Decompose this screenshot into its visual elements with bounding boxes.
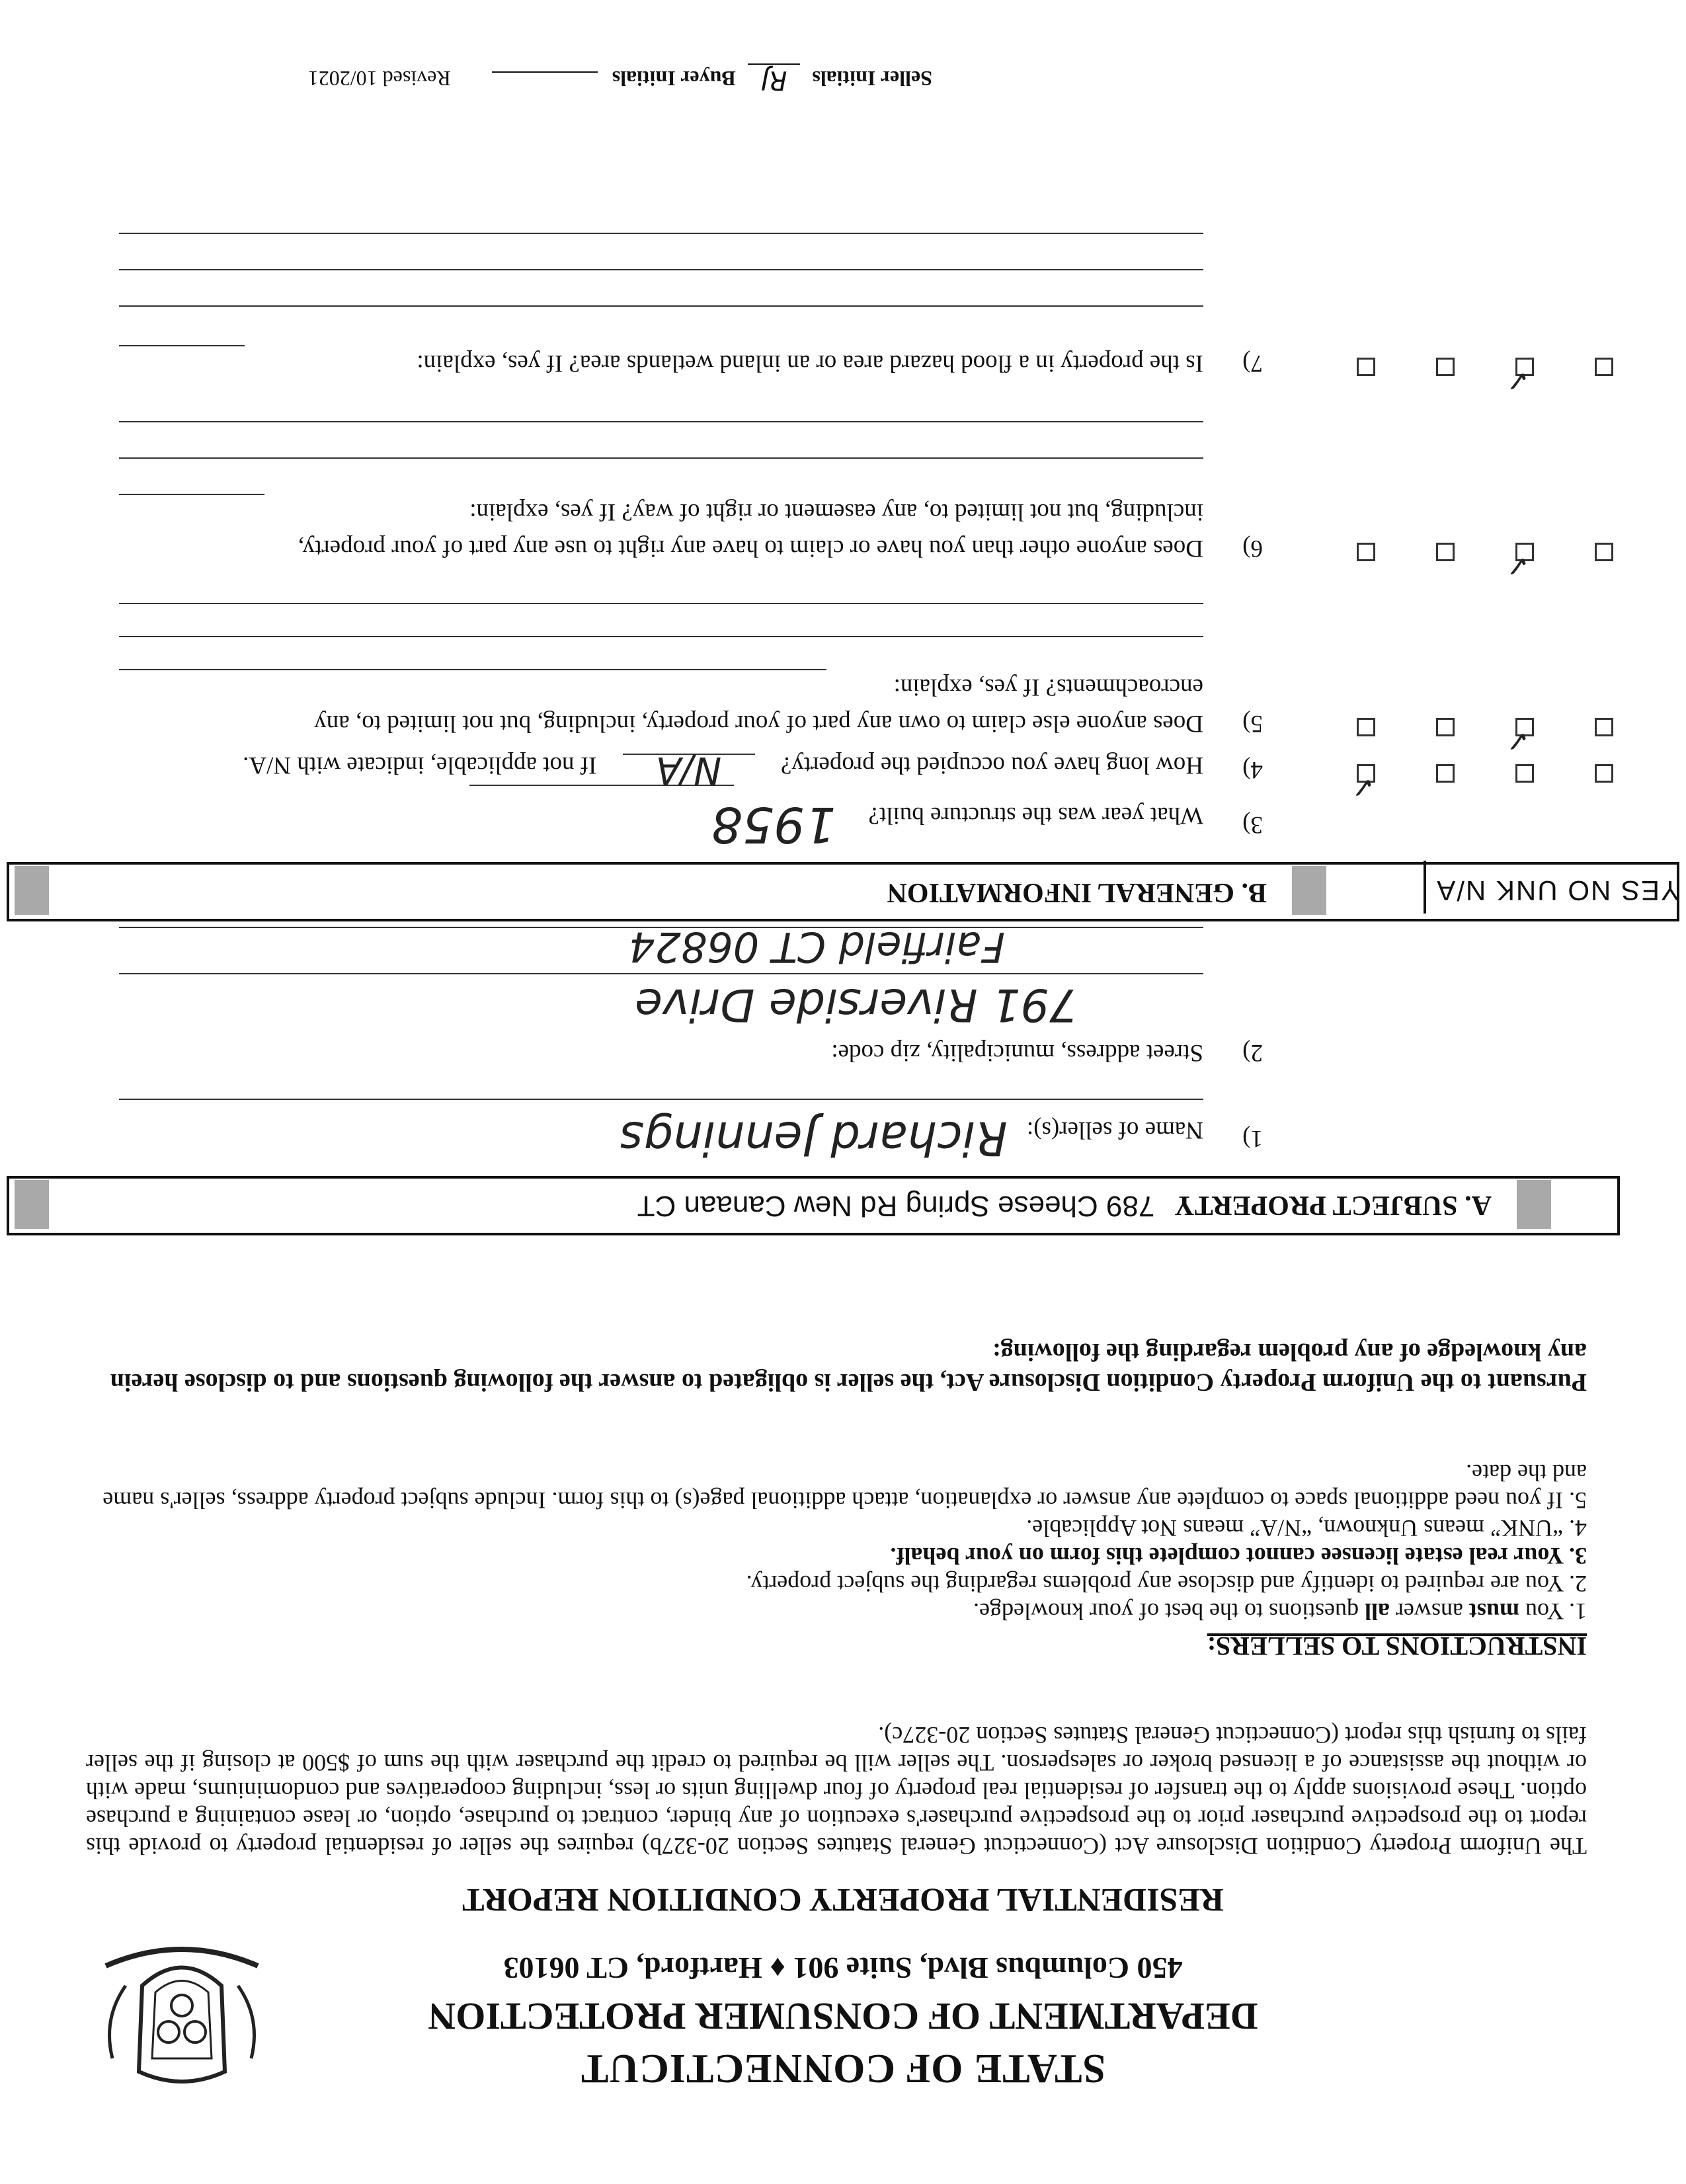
department-title: DEPARTMENT OF CONSUMER PROTECTION xyxy=(428,1995,1258,2038)
q4-check-mark: ✓ xyxy=(1351,770,1375,804)
instruction-1-bold: must xyxy=(1468,1598,1519,1625)
question-3-number: 3) xyxy=(1242,811,1263,838)
answer-line xyxy=(119,973,1203,974)
instruction-2: 2. You are required to identify and disclose any problems regarding the subject property. xyxy=(746,1571,1587,1597)
question-6-continued: including, but not limited to, any easement or right of way? If yes, explain: xyxy=(469,498,1203,526)
report-title: RESIDENTIAL PROPERTY CONDITION REPORT xyxy=(462,1882,1224,1919)
question-1-number: 1) xyxy=(1242,1125,1263,1152)
page-footer xyxy=(308,65,932,95)
question-4 xyxy=(243,748,1263,791)
answer-line xyxy=(119,233,1203,234)
question-5-number: 5) xyxy=(1242,710,1263,737)
instruction-1-text: 1. You xyxy=(1519,1598,1587,1625)
section-b-title: B. GENERAL INFORMATION xyxy=(887,877,1267,908)
instruction-1-bold2: all xyxy=(1364,1598,1390,1625)
answer-line xyxy=(119,494,264,495)
section-shade-left xyxy=(1292,866,1326,915)
answer-line xyxy=(119,669,826,670)
section-shade-right xyxy=(15,866,49,915)
seller-initials-label: Seller Initials xyxy=(812,67,932,91)
answer-line xyxy=(119,457,1203,459)
instruction-1-text-end: questions to the best of your knowledge. xyxy=(973,1598,1365,1625)
answer-line xyxy=(119,269,1203,270)
answer-line xyxy=(119,345,245,346)
q4-no-checkbox[interactable] xyxy=(1515,764,1534,783)
question-6-number: 6) xyxy=(1242,535,1263,562)
section-shade-right xyxy=(15,1180,49,1229)
question-6 xyxy=(298,533,1263,563)
question-4-number: 4) xyxy=(1242,756,1263,783)
q7-unk-checkbox[interactable] xyxy=(1436,358,1455,376)
question-5 xyxy=(314,709,1263,738)
question-4-label: How long have you occupied the property? xyxy=(780,752,1203,779)
section-a-label: A. SUBJECT PROPERTY xyxy=(1174,1190,1492,1220)
instruction-1 xyxy=(86,1598,1587,1625)
question-6-label: Does anyone other than you have or claim to have any right to use any part of your property, xyxy=(298,535,1203,562)
q5-na-checkbox[interactable] xyxy=(1357,718,1375,736)
q5-yes-checkbox[interactable] xyxy=(1595,718,1613,736)
answer-line xyxy=(119,305,1203,307)
question-4-note: If not applicable, indicate with N/A. xyxy=(243,752,597,779)
question-5-label: Does anyone else claim to own any part of your property, including, but not limited to, any xyxy=(314,710,1203,737)
buyer-initials-field[interactable] xyxy=(492,71,598,89)
seller-initials-value[interactable]: RJ xyxy=(748,63,801,95)
answer-line xyxy=(119,1099,1203,1100)
instructions-title: INSTRUCTIONS TO SELLERS: xyxy=(1207,1631,1587,1661)
question-3 xyxy=(711,796,1263,853)
revision-date: Revised 10/2021 xyxy=(307,67,451,91)
q6-check-mark: ✓ xyxy=(1505,549,1530,582)
department-address: 450 Columbus Blvd, Suite 901 ♦ Hartford, CT 06103 xyxy=(503,1951,1183,1985)
q6-unk-checkbox[interactable] xyxy=(1436,543,1455,561)
section-shade-left xyxy=(1517,1180,1551,1229)
question-5-continued: encroachments? If yes, explain: xyxy=(893,674,1203,701)
answer-line xyxy=(119,603,1203,604)
section-a-title xyxy=(637,1189,1492,1222)
question-7-label: Is the property in a flood hazard area or an inland wetlands area? If yes, explain: xyxy=(417,350,1203,377)
answer-line xyxy=(119,421,1203,422)
question-2 xyxy=(831,1038,1263,1067)
q4-yes-checkbox[interactable] xyxy=(1595,764,1613,783)
street-address-answer[interactable]: 791 Riverside Drive xyxy=(635,978,1078,1031)
question-7-number: 7) xyxy=(1242,350,1263,377)
q6-yes-checkbox[interactable] xyxy=(1595,543,1613,561)
question-7 xyxy=(417,348,1263,377)
instruction-4: 4. “UNK” means Unknown, “N/A” means Not Applicable. xyxy=(1026,1515,1587,1541)
buyer-initials-label: Buyer Initials xyxy=(612,67,736,91)
instruction-3: 3. Your real estate licensee cannot complete this form on your behalf. xyxy=(890,1543,1587,1569)
question-2-number: 2) xyxy=(1242,1039,1263,1066)
question-3-label: What year was the structure built? xyxy=(868,802,1203,829)
instruction-1-text-mid: answer xyxy=(1389,1598,1469,1625)
question-2-label: Street address, municipality, zip code: xyxy=(831,1039,1203,1066)
q7-check-mark: ✓ xyxy=(1505,364,1530,397)
q7-yes-checkbox[interactable] xyxy=(1595,358,1613,376)
q7-na-checkbox[interactable] xyxy=(1357,358,1375,376)
answer-columns-header: YES NO UNK N/A xyxy=(1424,861,1686,914)
answer-line xyxy=(119,927,1203,928)
pursuant-statement: Pursuant to the Uniform Property Condition Disclosure Act, the seller is obligated to answer the following questions and to disclose herein any knowledge of any problem regarding the following: xyxy=(110,1338,1587,1396)
municipality-zip-answer[interactable]: Fairfield CT 06824 xyxy=(629,923,1005,971)
intro-paragraph: The Uniform Property Condition Disclosure Act (Connecticut General Statutes Section 20-327b) requires the seller of residential property to provide this report to the prospective purchaser prior to the prospective purchaser's execution of any binder, contract to purchase, option, or lease containing a purchase option. These provisions apply to the transfer of residential real property of four dwelling units or less, including cooperatives and condominiums, made with or without the assistance of a licensed broker or salesperson. The seller will be required to credit the purchaser with the sum of $500 at closing if the seller fails to furnish this report (Connecticut General Statutes Section 20-327c). xyxy=(86,1722,1587,1859)
occupancy-answer[interactable]: N/A xyxy=(623,754,755,784)
state-title: STATE OF CONNECTICUT xyxy=(581,2046,1105,2091)
question-1 xyxy=(620,1111,1263,1165)
q4-unk-checkbox[interactable] xyxy=(1436,764,1455,783)
year-built-answer[interactable]: 1958 xyxy=(711,796,836,853)
section-a-header xyxy=(7,1176,1620,1235)
answer-line xyxy=(119,636,1203,637)
q5-check-mark: ✓ xyxy=(1505,724,1530,758)
instructions-list xyxy=(86,1459,1587,1625)
subject-property-value: 789 Cheese Spring Rd New Canaan CT xyxy=(637,1190,1155,1222)
seller-name-answer[interactable]: Richard Jennings xyxy=(620,1111,1008,1165)
question-1-label: Name of seller(s): xyxy=(1026,1116,1203,1144)
q6-na-checkbox[interactable] xyxy=(1357,543,1375,561)
q5-unk-checkbox[interactable] xyxy=(1436,718,1455,736)
instruction-5: 5. If you need additional space to complete any answer or explanation, attach additional page(s) to this form. Include subject property address, seller's name and the date. xyxy=(102,1460,1587,1514)
